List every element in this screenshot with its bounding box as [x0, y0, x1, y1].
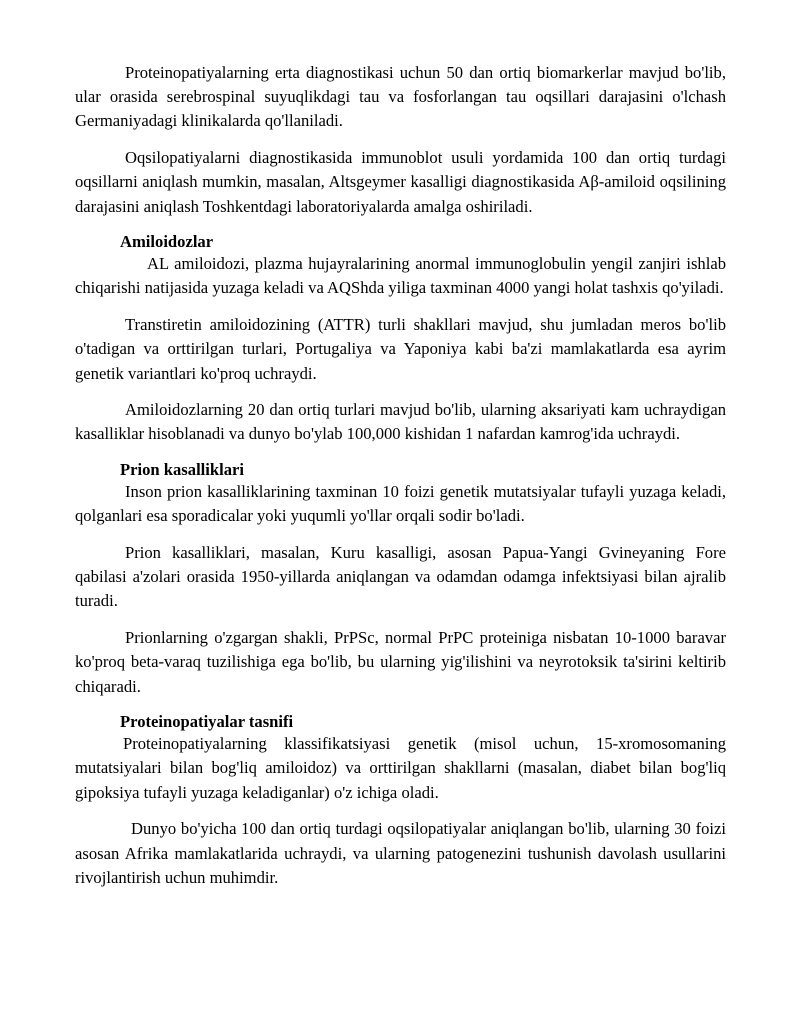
paragraph-classification: Proteinopatiyalarning klassifikatsiyasi genetik (misol uchun, 15-xromosomaning mutatsiyalari bilan bog'liq amiloidoz) va orttirilgan shakllarni (masalan, diabet bilan bog'liq gipoksiya tufayli yuzaga keladiganlar) o'z ichiga oladi. — [75, 734, 726, 802]
paragraph-prion-genetic: Inson prion kasalliklarining taxminan 10 foizi genetik mutatsiyalar tufayli yuzaga keladi, qolganlari esa sporadicalar yoki yuqumli yo'llar orqali sodir bo'ladi. — [75, 482, 726, 526]
section-heading-classification: Proteinopatiyalar tasnifi — [120, 712, 294, 732]
section-heading-prion: Prion kasalliklari — [120, 460, 245, 480]
document-body — [75, 61, 726, 902]
paragraph-biomarkers: Proteinopatiyalarning erta diagnostikasi uchun 50 dan ortiq biomarkerlar mavjud bo'lib, ular orasida serebrospinal suyuqlikdagi tau va fosforlangan tau oqsillari darajasini o'lchash Germaniyadagi klinikalarda qo'llaniladi. — [75, 63, 726, 131]
paragraph-kuru: Prion kasalliklari, masalan, Kuru kasalligi, asosan Papua-Yangi Gvineyaning Fore qabilasi a'zolari orasida 1950-yillarda aniqlangan va odamdan odamga infektsiyasi bilan ajralib turadi. — [75, 543, 726, 611]
paragraph-prpsc: Prionlarning o'zgargan shakli, PrPSc, normal PrPC proteiniga nisbatan 10-1000 baravar ko'proq beta-varaq tuzilishiga ega bo'lib, bu ularning yig'ilishini va neyrotoksik ta'sirini keltirib chiqaradi. — [75, 628, 726, 696]
section-heading-amiloidozlar: Amiloidozlar — [120, 232, 214, 252]
paragraph-worldwide: Dunyo bo'yicha 100 dan ortiq turdagi oqsilopatiyalar aniqlangan bo'lib, ularning 30 foizi asosan Afrika mamlakatlarida uchraydi, va ularning patogenezini tushunish davolash usullarini rivojlantirish uchun muhimdir. — [75, 819, 726, 887]
paragraph-attr: Transtiretin amiloidozining (ATTR) turli shakllari mavjud, shu jumladan meros bo'lib o'tadigan va orttirilgan turlari, Portugaliya va Yaponiya kabi ba'zi mamlakatlarda esa ayrim genetik variantlari ko'proq uchraydi. — [75, 315, 726, 383]
paragraph-immunoblot: Oqsilopatiyalarni diagnostikasida immunoblot usuli yordamida 100 dan ortiq turdagi oqsillarni aniqlash mumkin, masalan, Altsgeymer kasalligi diagnostikasida Aβ-amiloid oqsilining darajasini aniqlash Toshkentdagi laboratoriyalarda amalga oshiriladi. — [75, 148, 726, 216]
paragraph-amyloidosis-types: Amiloidozlarning 20 dan ortiq turlari mavjud bo'lib, ularning aksariyati kam uchraydigan kasalliklar hisoblanadi va dunyo bo'ylab 100,000 kishidan 1 nafardan kamrog'ida uchraydi. — [75, 400, 726, 444]
paragraph-al-amyloidosis: AL amiloidozi, plazma hujayralarining anormal immunoglobulin yengil zanjiri ishlab chiqarishi natijasida yuzaga keladi va AQShda yiliga taxminan 4000 yangi holat tashxis qo'yiladi. — [75, 254, 726, 298]
